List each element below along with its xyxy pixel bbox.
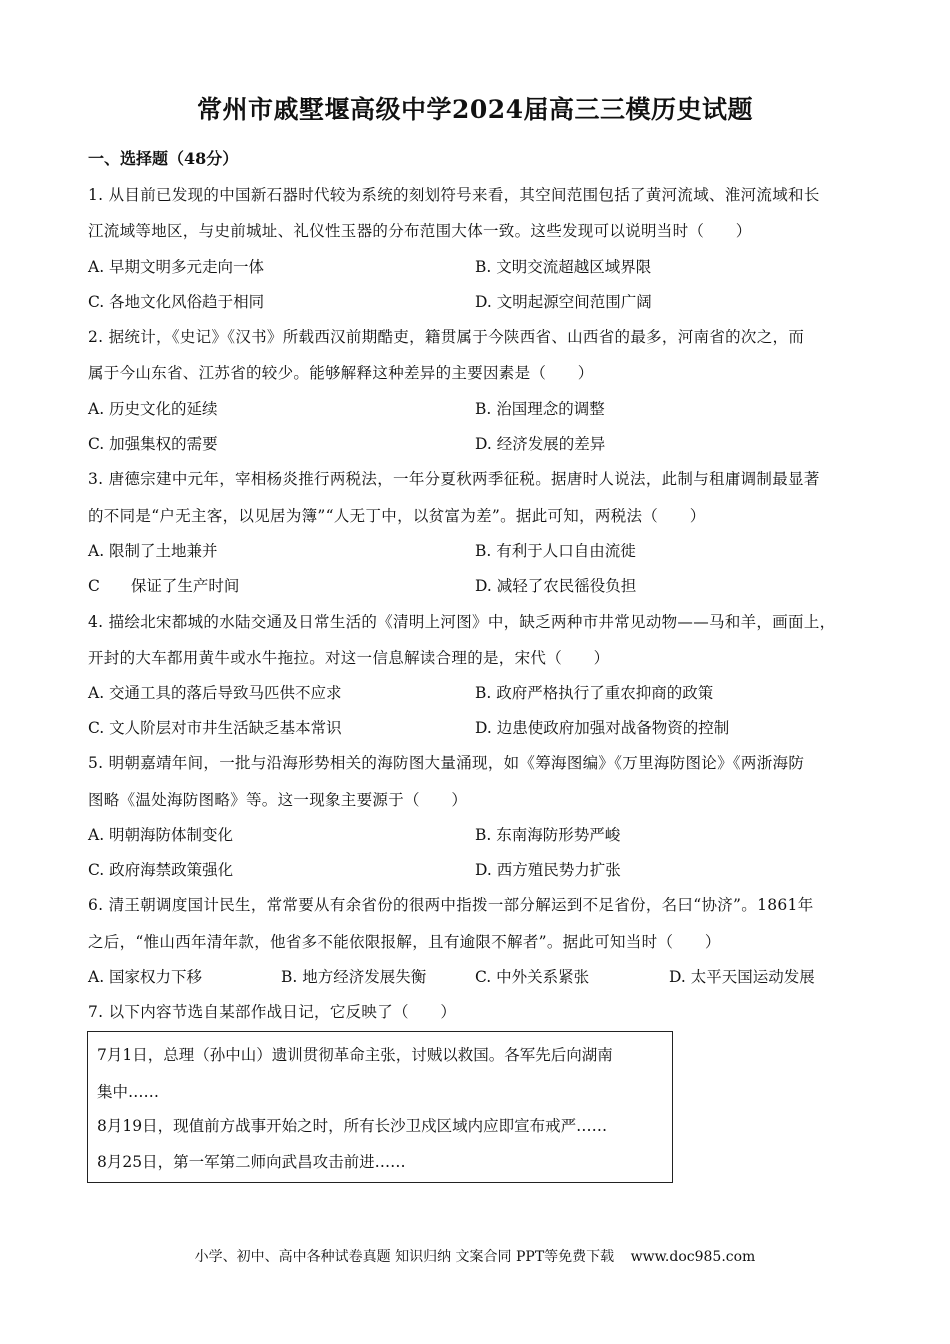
- footer-text: 小学、初中、高中各种试卷真题 知识归纳 文案合同 PPT等免费下载: [194, 1249, 615, 1265]
- question-1-option-c: C. 各地文化风俗趋于相同: [88, 293, 265, 311]
- question-4-line-1: 4. 描绘北宋都城的水陆交通及日常生活的《清明上河图》中，缺乏两种市井常见动物——马和羊，画面上，: [88, 613, 836, 631]
- question-6-option-b: B. 地方经济发展失衡: [281, 968, 427, 986]
- question-4-option-c: C. 文人阶层对市井生活缺乏基本常识: [88, 719, 342, 737]
- question-3-line-1: 3. 唐德宗建中元年，宰相杨炎推行两税法，一年分夏秋两季征税。据唐时人说法，此制与租庸调制最显著: [88, 470, 820, 488]
- question-6-line-2: 之后，“惟山西年清年款，他省多不能依限报解，且有逾限不解者”。据此可知当时（ ）: [88, 933, 721, 951]
- question-4-line-2: 开封的大车都用黄牛或水牛拖拉。对这一信息解读合理的是，宋代（ ）: [88, 649, 610, 667]
- question-3-option-d: D. 减轻了农民徭役负担: [475, 577, 637, 595]
- question-6-option-a: A. 国家权力下移: [88, 968, 203, 986]
- question-5-option-a: A. 明朝海防体制变化: [88, 826, 234, 844]
- question-7-line-1: 7. 以下内容节选自某部作战日记，它反映了（ ）: [88, 1003, 457, 1021]
- question-4-option-b: B. 政府严格执行了重农抑商的政策: [475, 684, 714, 702]
- question-4-option-d: D. 边患使政府加强对战备物资的控制: [475, 719, 730, 737]
- question-1-option-a: A. 早期文明多元走向一体: [88, 258, 265, 276]
- question-5-option-d: D. 西方殖民势力扩张: [475, 861, 621, 879]
- page-footer: [0, 1246, 950, 1266]
- question-5-option-c: C. 政府海禁政策强化: [88, 861, 234, 879]
- diary-line-2: 集中……: [97, 1083, 160, 1101]
- diary-line-4: 8月25日，第一军第二师向武昌攻击前进……: [97, 1153, 406, 1171]
- section-heading: 一、选择题（48分）: [88, 149, 239, 168]
- question-3-option-b: B. 有利于人口自由流徙: [475, 542, 636, 560]
- question-2-option-d: D. 经济发展的差异: [475, 435, 606, 453]
- question-2-option-c: C. 加强集权的需要: [88, 435, 218, 453]
- question-6-line-1: 6. 清王朝调度国计民生，常常要从有余省份的很两中指拨一部分解运到不足省份，名曰“协济”。1861年: [88, 896, 814, 914]
- question-1-line-1: 1. 从目前已发现的中国新石器时代较为系统的刻划符号来看，其空间范围包括了黄河流域、淮河流域和长: [88, 186, 820, 204]
- question-2-line-1: 2. 据统计，《史记》《汉书》所载西汉前期酷吏，籍贯属于今陕西省、山西省的最多，河南省的次之，而: [88, 328, 805, 346]
- question-4-option-a: A. 交通工具的落后导致马匹供不应求: [88, 684, 342, 702]
- question-1-option-b: B. 文明交流超越区域界限: [475, 258, 652, 276]
- question-5-line-1: 5. 明朝嘉靖年间，一批与沿海形势相关的海防图大量涌现，如《筹海图编》《万里海防图论》《两浙海防: [88, 754, 805, 772]
- question-2-line-2: 属于今山东省、江苏省的较少。能够解释这种差异的主要因素是（ ）: [88, 364, 594, 382]
- diary-line-3: 8月19日，现值前方战事开始之时，所有长沙卫戍区域内应即宣布戒严……: [97, 1117, 608, 1135]
- question-1-line-2: 江流域等地区，与史前城址、礼仪性玉器的分布范围大体一致。这些发现可以说明当时（ ）: [88, 222, 752, 240]
- question-2-option-b: B. 治国理念的调整: [475, 400, 605, 418]
- question-6-option-d: D. 太平天国运动发展: [669, 968, 815, 986]
- question-1-option-d: D. 文明起源空间范围广阔: [475, 293, 652, 311]
- question-5-line-2: 图略《温处海防图略》等。这一现象主要源于（ ）: [88, 791, 468, 809]
- page-title: 常州市戚墅堰高级中学2024届高三三模历史试题: [196, 95, 754, 124]
- question-3-option-a: A. 限制了土地兼并: [88, 542, 218, 560]
- diary-line-1: 7月1日，总理（孙中山）遗训贯彻革命主张，讨贼以救国。各军先后向湖南: [97, 1046, 613, 1064]
- diary-excerpt-box: [87, 1031, 673, 1183]
- question-3-option-c: C 保证了生产时间: [88, 577, 240, 595]
- question-5-option-b: B. 东南海防形势严峻: [475, 826, 621, 844]
- footer-url[interactable]: www.doc985.com: [630, 1249, 756, 1265]
- question-2-option-a: A. 历史文化的延续: [88, 400, 218, 418]
- question-6-option-c: C. 中外关系紧张: [475, 968, 590, 986]
- question-3-line-2: 的不同是“户无主客，以见居为簿”“人无丁中，以贫富为差”。据此可知，两税法（ ）: [88, 507, 706, 525]
